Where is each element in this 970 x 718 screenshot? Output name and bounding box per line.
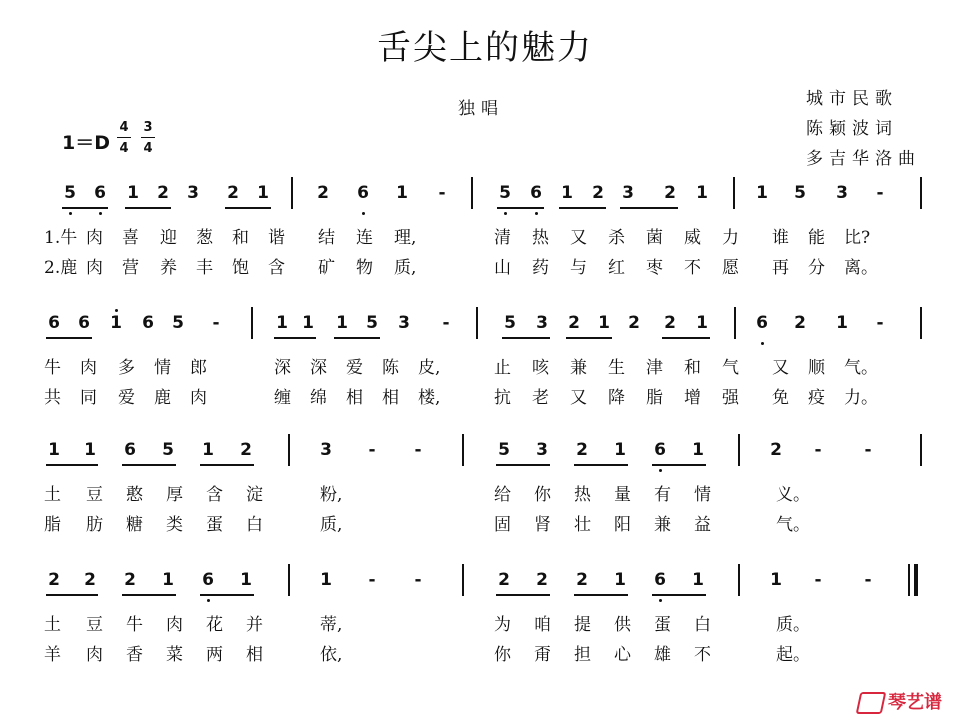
lyric-syllable: 疫: [808, 388, 825, 408]
lyric-syllable: 担: [574, 645, 591, 665]
beam-underline: [46, 594, 98, 596]
lyric-syllable: 相: [246, 645, 263, 665]
note: 5: [162, 440, 174, 460]
lyric-syllable: 免: [772, 388, 789, 408]
credit-line-2: 陈颖波词: [806, 119, 898, 139]
note: -: [864, 440, 872, 460]
note: 1: [336, 313, 348, 333]
final-bar-thin: [908, 564, 910, 596]
lyric-syllable: 并: [246, 615, 263, 635]
lyric-syllable: 含: [268, 258, 285, 278]
beam-underline: [46, 337, 92, 339]
beam-underline: [566, 337, 612, 339]
lyric-syllable: 肉: [166, 615, 183, 635]
lyric-syllable: 豆: [86, 615, 103, 635]
note: 1: [614, 570, 626, 590]
bar-line: [733, 177, 735, 209]
lyric-syllable: 兼: [570, 358, 587, 378]
bar-line: [291, 177, 293, 209]
lyric-syllable: 离。: [844, 258, 878, 278]
time-sig-2-line: [141, 137, 155, 138]
lyric-syllable: 枣: [646, 258, 663, 278]
performance-type: 独唱: [458, 99, 504, 119]
note: 1: [756, 183, 768, 203]
bar-line: [471, 177, 473, 209]
low-octave-dot: [207, 599, 210, 602]
beam-underline: [652, 594, 706, 596]
note: 1: [276, 313, 288, 333]
lyric-syllable: 牛: [44, 358, 61, 378]
lyric-syllable: 淀: [246, 485, 263, 505]
bar-line: [738, 564, 740, 596]
lyric-syllable: 气。: [844, 358, 878, 378]
lyric-syllable: 供: [614, 615, 631, 635]
lyric-syllable: 力。: [844, 388, 878, 408]
note: 5: [64, 183, 76, 203]
lyric-syllable: 情: [154, 358, 171, 378]
lyric-syllable: 清: [494, 228, 511, 248]
lyric-syllable: 威: [684, 228, 701, 248]
lyric-syllable: 多: [118, 358, 135, 378]
note: 2: [664, 183, 676, 203]
beam-underline: [225, 207, 271, 209]
lyric-syllable: 羊: [44, 645, 61, 665]
note: 6: [48, 313, 60, 333]
time-sig-2-top: 3: [143, 120, 153, 135]
note: 1: [110, 313, 122, 333]
lyric-syllable: 鹿: [154, 388, 171, 408]
lyric-syllable: 质,: [320, 515, 343, 535]
note: 1: [561, 183, 573, 203]
site-logo: [858, 688, 942, 714]
lyric-syllable: 热: [574, 485, 591, 505]
lyric-syllable: 含: [206, 485, 223, 505]
low-octave-dot: [504, 212, 507, 215]
beam-underline: [620, 207, 678, 209]
lyric-syllable: 又: [570, 388, 587, 408]
lyric-syllable: 郎: [190, 358, 207, 378]
lyric-syllable: 2.鹿: [44, 258, 78, 278]
lyric-syllable: 红: [608, 258, 625, 278]
lyric-syllable: 提: [574, 615, 591, 635]
beam-underline: [574, 594, 628, 596]
lyric-syllable: 菜: [166, 645, 183, 665]
lyric-syllable: 爱: [346, 358, 363, 378]
bar-line: [914, 564, 918, 596]
lyric-syllable: 分: [808, 258, 825, 278]
bar-line: [920, 307, 922, 339]
note: 1: [257, 183, 269, 203]
lyric-syllable: 白: [694, 615, 711, 635]
lyric-syllable: 不: [684, 258, 701, 278]
lyric-syllable: 肉: [86, 228, 103, 248]
note: 1: [320, 570, 332, 590]
note: 5: [504, 313, 516, 333]
lyric-syllable: 给: [494, 485, 511, 505]
beam-underline: [125, 207, 171, 209]
lyric-syllable: 量: [614, 485, 631, 505]
beam-underline: [122, 464, 176, 466]
note: 2: [227, 183, 239, 203]
lyric-syllable: 抗: [494, 388, 511, 408]
lyric-syllable: 粉,: [320, 485, 343, 505]
lyric-syllable: 迎: [160, 228, 177, 248]
beam-underline: [46, 464, 98, 466]
lyric-syllable: 益: [694, 515, 711, 535]
low-octave-dot: [761, 342, 764, 345]
lyric-syllable: 与: [570, 258, 587, 278]
note: 2: [794, 313, 806, 333]
note: -: [414, 440, 422, 460]
note: 2: [536, 570, 548, 590]
beam-underline: [496, 464, 550, 466]
lyric-syllable: 增: [684, 388, 701, 408]
note: -: [864, 570, 872, 590]
note: 3: [398, 313, 410, 333]
lyric-syllable: 牛: [126, 615, 143, 635]
lyric-syllable: 类: [166, 515, 183, 535]
note: 1: [614, 440, 626, 460]
note: 1: [836, 313, 848, 333]
note: 1: [240, 570, 252, 590]
lyric-syllable: 两: [206, 645, 223, 665]
beam-underline: [122, 594, 176, 596]
beam-underline: [200, 464, 254, 466]
bar-line: [462, 434, 464, 466]
lyric-syllable: 雄: [654, 645, 671, 665]
note: 2: [576, 570, 588, 590]
note: 1: [127, 183, 139, 203]
bar-line: [288, 564, 290, 596]
note: -: [442, 313, 450, 333]
note: 2: [240, 440, 252, 460]
note: 2: [770, 440, 782, 460]
lyric-syllable: 顺: [808, 358, 825, 378]
note: 1: [692, 570, 704, 590]
beam-underline: [497, 207, 544, 209]
note: 6: [756, 313, 768, 333]
lyric-syllable: 糖: [126, 515, 143, 535]
note: 5: [499, 183, 511, 203]
lyric-syllable: 脂: [44, 515, 61, 535]
note: 6: [202, 570, 214, 590]
note: -: [438, 183, 446, 203]
lyric-syllable: 阳: [614, 515, 631, 535]
note: 6: [654, 440, 666, 460]
note: 5: [366, 313, 378, 333]
lyric-syllable: 又: [772, 358, 789, 378]
note: 3: [536, 440, 548, 460]
credit-line-1: 城市民歌: [806, 89, 898, 109]
lyric-syllable: 起。: [776, 645, 810, 665]
lyric-syllable: 兼: [654, 515, 671, 535]
lyric-syllable: 热: [532, 228, 549, 248]
logo-text: 琴艺谱: [888, 692, 942, 713]
note: 6: [142, 313, 154, 333]
note: 2: [317, 183, 329, 203]
beam-underline: [662, 337, 710, 339]
note: 5: [794, 183, 806, 203]
note: 2: [498, 570, 510, 590]
note: 5: [498, 440, 510, 460]
lyric-syllable: 肪: [86, 515, 103, 535]
lyric-syllable: 咳: [532, 358, 549, 378]
bar-line: [288, 434, 290, 466]
bar-line: [476, 307, 478, 339]
note: 1: [202, 440, 214, 460]
note: 2: [576, 440, 588, 460]
note: 6: [357, 183, 369, 203]
lyric-syllable: 结: [318, 228, 335, 248]
lyric-syllable: 菌: [646, 228, 663, 248]
note: 1: [48, 440, 60, 460]
note: 2: [592, 183, 604, 203]
note: 3: [536, 313, 548, 333]
note: 6: [94, 183, 106, 203]
key-signature: 1＝D: [62, 132, 110, 154]
lyric-syllable: 白: [246, 515, 263, 535]
note: 2: [124, 570, 136, 590]
lyric-syllable: 肉: [80, 358, 97, 378]
lyric-syllable: 深: [274, 358, 291, 378]
lyric-syllable: 气。: [776, 515, 810, 535]
note: 3: [320, 440, 332, 460]
lyric-syllable: 肾: [534, 515, 551, 535]
lyric-syllable: 脂: [646, 388, 663, 408]
beam-underline: [559, 207, 606, 209]
lyric-syllable: 楼,: [418, 388, 441, 408]
note: 3: [187, 183, 199, 203]
lyric-syllable: 矿: [318, 258, 335, 278]
lyric-syllable: 共: [44, 388, 61, 408]
lyric-syllable: 连: [356, 228, 373, 248]
lyric-syllable: 为: [494, 615, 511, 635]
lyric-syllable: 咱: [534, 615, 551, 635]
lyric-syllable: 质,: [394, 258, 417, 278]
lyric-syllable: 物: [356, 258, 373, 278]
lyric-syllable: 缠: [274, 388, 291, 408]
note: -: [368, 570, 376, 590]
note: 2: [157, 183, 169, 203]
note: 2: [568, 313, 580, 333]
lyric-syllable: 情: [694, 485, 711, 505]
lyric-syllable: 陈: [382, 358, 399, 378]
note: 3: [836, 183, 848, 203]
note: -: [876, 313, 884, 333]
lyric-syllable: 憨: [126, 485, 143, 505]
lyric-syllable: 壮: [574, 515, 591, 535]
lyric-syllable: 皮,: [418, 358, 441, 378]
note: -: [414, 570, 422, 590]
beam-underline: [62, 207, 108, 209]
lyric-syllable: 津: [646, 358, 663, 378]
low-octave-dot: [362, 212, 365, 215]
note: 2: [84, 570, 96, 590]
note: 2: [48, 570, 60, 590]
lyric-syllable: 花: [206, 615, 223, 635]
lyric-syllable: 质。: [776, 615, 810, 635]
beam-underline: [502, 337, 550, 339]
note: 1: [696, 313, 708, 333]
note: 5: [172, 313, 184, 333]
bar-line: [920, 434, 922, 466]
lyric-syllable: 蛋: [206, 515, 223, 535]
lyric-syllable: 丰: [196, 258, 213, 278]
bar-line: [251, 307, 253, 339]
lyric-syllable: 营: [122, 258, 139, 278]
lyric-syllable: 葱: [196, 228, 213, 248]
lyric-syllable: 依,: [320, 645, 343, 665]
note: 1: [396, 183, 408, 203]
time-sig-2-bottom: 4: [143, 141, 153, 156]
note: 1: [162, 570, 174, 590]
lyric-syllable: 爱: [118, 388, 135, 408]
beam-underline: [274, 337, 316, 339]
lyric-syllable: 和: [684, 358, 701, 378]
beam-underline: [496, 594, 550, 596]
bar-line: [920, 177, 922, 209]
lyric-syllable: 愿: [722, 258, 739, 278]
note: 6: [654, 570, 666, 590]
time-sig-1-top: 4: [119, 120, 129, 135]
lyric-syllable: 心: [614, 645, 631, 665]
lyric-syllable: 谁: [772, 228, 789, 248]
lyric-syllable: 土: [44, 485, 61, 505]
note: 6: [124, 440, 136, 460]
high-octave-dot: [115, 309, 118, 312]
note: -: [814, 570, 822, 590]
lyric-syllable: 深: [310, 358, 327, 378]
bar-line: [738, 434, 740, 466]
note: -: [814, 440, 822, 460]
lyric-syllable: 又: [570, 228, 587, 248]
lyric-syllable: 药: [532, 258, 549, 278]
low-octave-dot: [99, 212, 102, 215]
lyric-syllable: 有: [654, 485, 671, 505]
lyric-syllable: 厚: [166, 485, 183, 505]
lyric-syllable: 固: [494, 515, 511, 535]
lyric-syllable: 你: [494, 645, 511, 665]
lyric-syllable: 降: [608, 388, 625, 408]
lyric-syllable: 再: [772, 258, 789, 278]
note: -: [212, 313, 220, 333]
lyric-syllable: 能: [808, 228, 825, 248]
lyric-syllable: 饱: [232, 258, 249, 278]
credit-line-3: 多吉华洛曲: [806, 149, 921, 169]
lyric-syllable: 相: [382, 388, 399, 408]
note: 2: [628, 313, 640, 333]
lyric-syllable: 止: [494, 358, 511, 378]
lyric-syllable: 养: [160, 258, 177, 278]
lyric-syllable: 1.牛: [44, 228, 78, 248]
low-octave-dot: [535, 212, 538, 215]
beam-underline: [574, 464, 628, 466]
lyric-syllable: 肉: [86, 258, 103, 278]
lyric-syllable: 肉: [190, 388, 207, 408]
lyric-syllable: 比?: [844, 228, 871, 248]
bar-line: [462, 564, 464, 596]
note: -: [876, 183, 884, 203]
lyric-syllable: 蒂,: [320, 615, 343, 635]
note: -: [368, 440, 376, 460]
lyric-syllable: 气: [722, 358, 739, 378]
lyric-syllable: 相: [346, 388, 363, 408]
note: 1: [696, 183, 708, 203]
time-sig-1-line: [117, 137, 131, 138]
lyric-syllable: 和: [232, 228, 249, 248]
lyric-syllable: 生: [608, 358, 625, 378]
lyric-syllable: 老: [532, 388, 549, 408]
time-sig-1-bottom: 4: [119, 141, 129, 156]
lyric-syllable: 强: [722, 388, 739, 408]
bar-line: [734, 307, 736, 339]
lyric-syllable: 山: [494, 258, 511, 278]
song-title: 舌尖上的魅力: [377, 28, 593, 68]
lyric-syllable: 杀: [608, 228, 625, 248]
note: 1: [302, 313, 314, 333]
note: 1: [84, 440, 96, 460]
low-octave-dot: [69, 212, 72, 215]
lyric-syllable: 土: [44, 615, 61, 635]
lyric-syllable: 蛋: [654, 615, 671, 635]
lyric-syllable: 肉: [86, 645, 103, 665]
note: 6: [78, 313, 90, 333]
lyric-syllable: 喜: [122, 228, 139, 248]
lyric-syllable: 你: [534, 485, 551, 505]
note: 3: [622, 183, 634, 203]
lyric-syllable: 义。: [776, 485, 810, 505]
lyric-syllable: 同: [80, 388, 97, 408]
beam-underline: [200, 594, 254, 596]
note: 1: [598, 313, 610, 333]
beam-underline: [652, 464, 706, 466]
lyric-syllable: 理,: [394, 228, 417, 248]
lyric-syllable: 豆: [86, 485, 103, 505]
low-octave-dot: [659, 469, 662, 472]
low-octave-dot: [659, 599, 662, 602]
note: 1: [770, 570, 782, 590]
beam-underline: [334, 337, 380, 339]
lyric-syllable: 甭: [534, 645, 551, 665]
logo-icon: [856, 692, 887, 714]
lyric-syllable: 谐: [268, 228, 285, 248]
lyric-syllable: 力: [722, 228, 739, 248]
lyric-syllable: 香: [126, 645, 143, 665]
note: 6: [530, 183, 542, 203]
lyric-syllable: 不: [694, 645, 711, 665]
lyric-syllable: 绵: [310, 388, 327, 408]
note: 1: [692, 440, 704, 460]
note: 2: [664, 313, 676, 333]
